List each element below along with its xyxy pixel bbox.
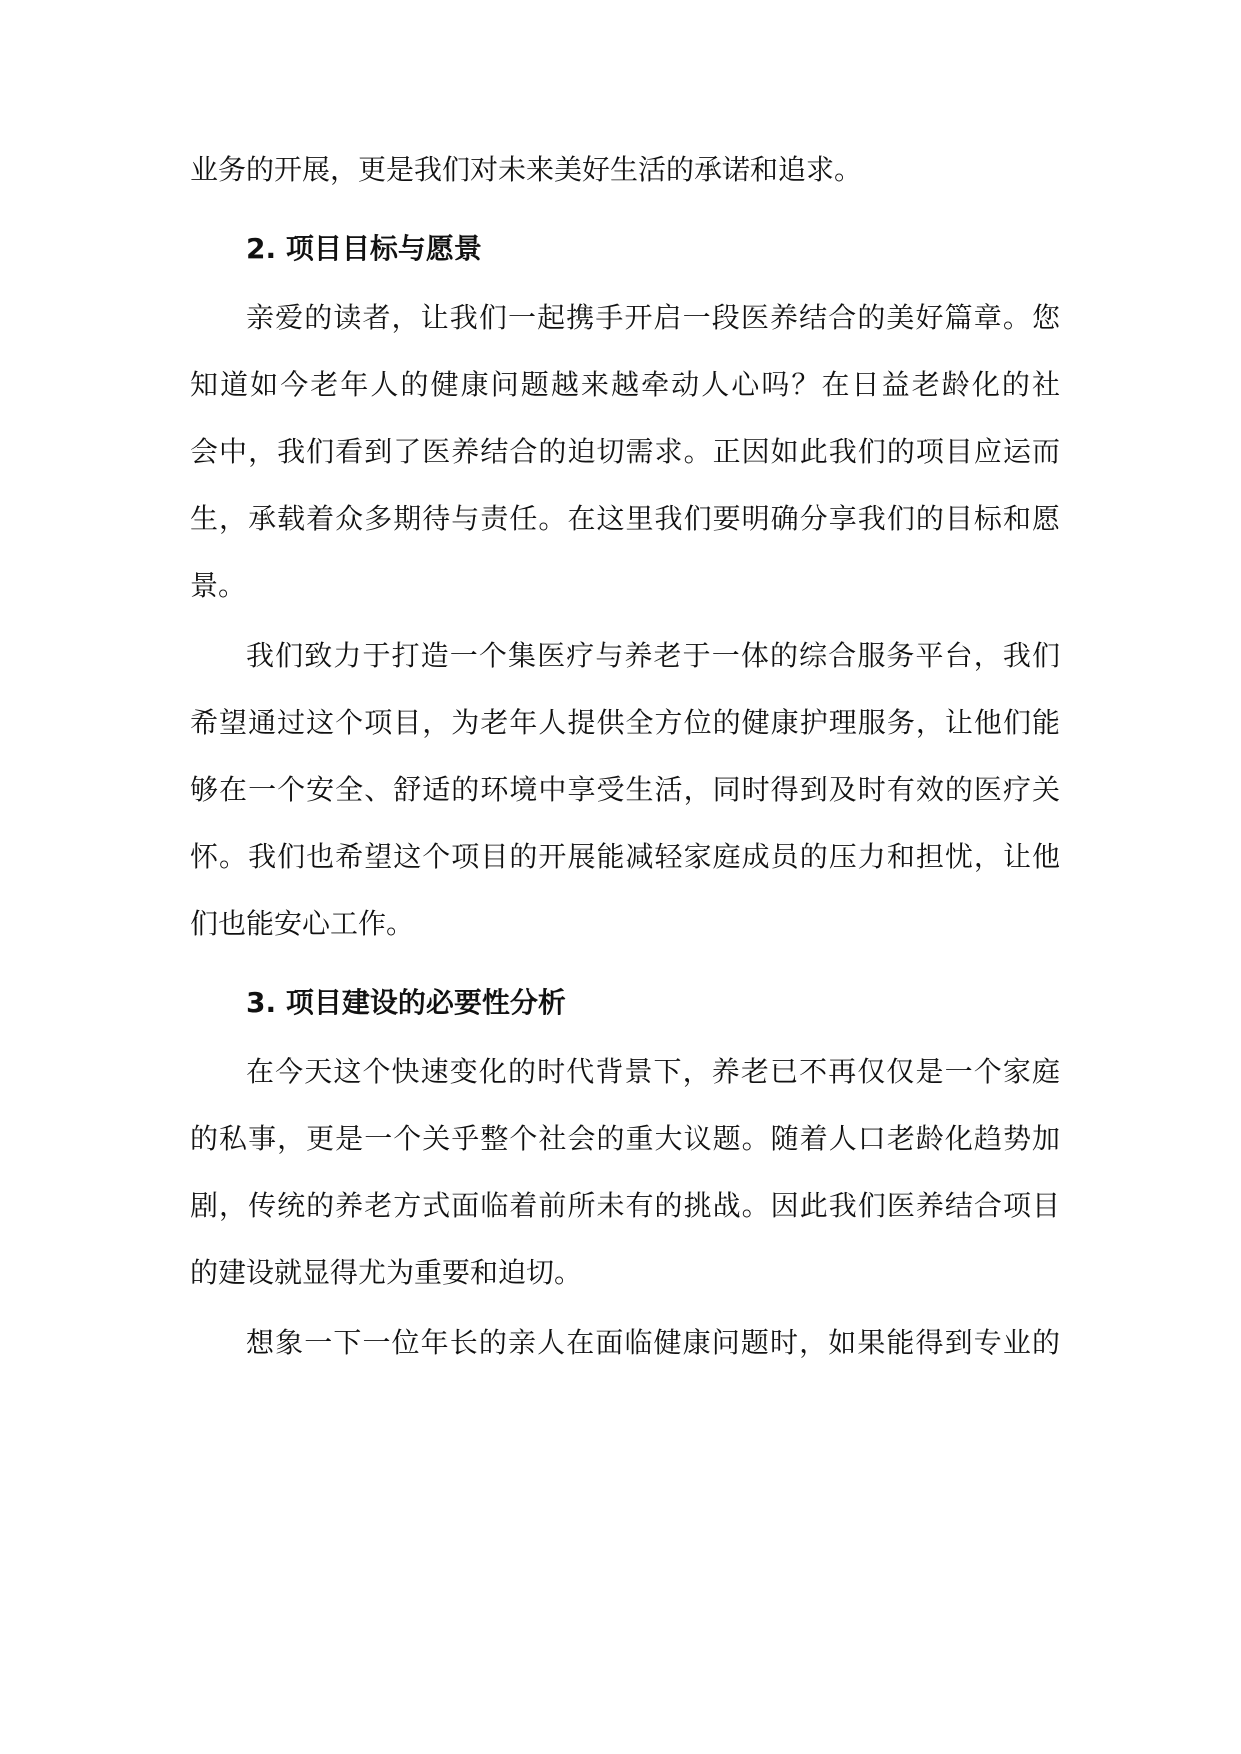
paragraph-line: 们也能安心工作。 (190, 907, 415, 940)
paragraph-line: 怀。我们也希望这个项目的开展能减轻家庭成员的压力和担忧，让他 (190, 840, 1060, 873)
paragraph-line: 景。 (190, 569, 247, 602)
paragraph-line: 知道如今老年人的健康问题越来越牵动人心吗？在日益老龄化的社 (190, 368, 1060, 401)
paragraph-line: 剧，传统的养老方式面临着前所未有的挑战。因此我们医养结合项目 (190, 1189, 1060, 1222)
paragraph-line: 亲爱的读者，让我们一起携手开启一段医养结合的美好篇章。您 (246, 301, 1060, 334)
paragraph-line: 的建设就显得尤为重要和迫切。 (190, 1256, 583, 1289)
paragraph-line: 生，承载着众多期待与责任。在这里我们要明确分享我们的目标和愿 (190, 502, 1060, 535)
paragraph-line: 会中，我们看到了医养结合的迫切需求。正因如此我们的项目应运而 (190, 435, 1060, 468)
section-heading-3: 3. 项目建设的必要性分析 (246, 986, 566, 1019)
paragraph-line: 我们致力于打造一个集医疗与养老于一体的综合服务平台，我们 (246, 639, 1060, 672)
paragraph-line: 够在一个安全、舒适的环境中享受生活，同时得到及时有效的医疗关 (190, 773, 1060, 806)
paragraph-line: 想象一下一位年长的亲人在面临健康问题时，如果能得到专业的 (246, 1326, 1060, 1359)
paragraph-line: 业务的开展，更是我们对未来美好生活的承诺和追求。 (190, 153, 863, 186)
paragraph-line: 希望通过这个项目，为老年人提供全方位的健康护理服务，让他们能 (190, 706, 1060, 739)
paragraph-line: 在今天这个快速变化的时代背景下，养老已不再仅仅是一个家庭 (246, 1055, 1060, 1088)
paragraph-line: 的私事，更是一个关乎整个社会的重大议题。随着人口老龄化趋势加 (190, 1122, 1060, 1155)
section-heading-2: 2. 项目目标与愿景 (246, 232, 482, 265)
